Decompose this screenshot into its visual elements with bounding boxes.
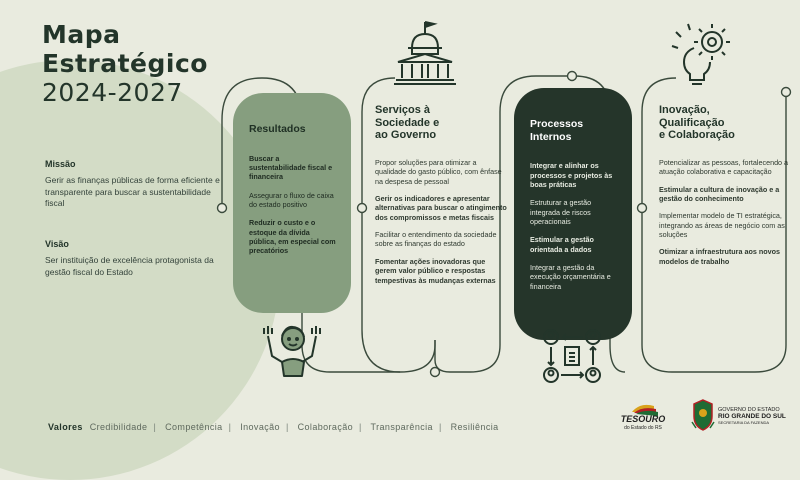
title-years: 2024-2027 xyxy=(42,78,183,107)
processos-title xyxy=(530,118,618,143)
gov-line-1: GOVERNO DO ESTADO xyxy=(718,407,780,413)
resultados-card xyxy=(233,93,351,313)
route-node xyxy=(568,72,577,81)
gears-lightbulb-icon xyxy=(668,22,740,86)
servicos-column xyxy=(375,104,507,293)
missao-label: Missão xyxy=(45,159,76,169)
inovacao-column xyxy=(659,104,791,274)
separator: | xyxy=(153,422,157,432)
process-flow-icon xyxy=(541,327,605,385)
resultados-item: Reduzir o custo e o estoque da dívida pública, em especial com precatórios xyxy=(249,218,336,256)
title-line-1: Mapa xyxy=(42,20,121,49)
route-node xyxy=(358,204,367,213)
missao-text: Gerir as finanças públicas de forma eficiente e transparente para buscar a sustentabilidade fiscal xyxy=(45,175,220,209)
servicos-item: Gerir os indicadores e apresentar alternativas para buscar o atingimento dos compromissos e metas fiscais xyxy=(375,194,507,222)
separator: | xyxy=(285,422,289,432)
servicos-item: Fomentar ações inovadoras que gerem valor público e respostas tempestivas às mudanças externas xyxy=(375,256,496,285)
processos-card xyxy=(514,88,632,340)
separator: | xyxy=(359,422,362,432)
inovacao-item: Potencializar as pessoas, fortalecendo a atuação colaborativa e capacitação xyxy=(659,157,789,177)
servicos-item: Propor soluções para otimizar a qualidade do gasto público, com ênfase na despesa de pessoal xyxy=(375,157,502,186)
title-line-2: Estratégico xyxy=(42,49,208,78)
servicos-item: Facilitar o entendimento da sociedade sobre as finanças do estado xyxy=(375,230,497,249)
processos-title-line: Internos xyxy=(530,130,572,143)
processos-item: Integrar e alinhar os processos e projetos às boas práticas xyxy=(530,161,613,189)
page-title xyxy=(42,22,208,105)
processos-item: Estruturar a gestão integrada de riscos operacionais xyxy=(530,198,592,226)
coat-of-arms-icon xyxy=(690,398,716,432)
resultados-item: Assegurar o fluxo de caixa do estado positivo xyxy=(249,190,334,210)
processos-title-line: Processos xyxy=(530,118,584,130)
valores-bar xyxy=(48,422,499,432)
processos-item: Estimular a gestão orientada a dados xyxy=(530,235,594,254)
resultados-title: Resultados xyxy=(249,123,306,135)
valores-label: Valores xyxy=(48,422,83,432)
valor-item: Colaboração xyxy=(297,422,354,432)
inovacao-title-line: e Colaboração xyxy=(659,129,735,142)
route-node xyxy=(782,88,791,97)
governo-text xyxy=(718,407,786,425)
valor-item: Competência xyxy=(165,422,223,432)
governo-logo xyxy=(690,398,790,434)
separator: | xyxy=(438,422,442,432)
person-celebrating-icon xyxy=(262,322,326,380)
gov-line-2: RIO GRANDE DO SUL xyxy=(718,413,786,421)
resultados-item: Buscar a sustentabilidade fiscal e financeira xyxy=(249,153,333,182)
processos-item: Integrar a gestão da execução orçamentária e financeira xyxy=(530,263,611,291)
inovacao-item: Otimizar a infraestrutura aos novos modelos de trabalho xyxy=(659,247,781,266)
visao-text: Ser instituição de excelência protagonista da gestão fiscal do Estado xyxy=(45,255,214,277)
building-dome-icon xyxy=(392,20,458,86)
valor-item: Credibilidade xyxy=(89,422,148,432)
servicos-title xyxy=(375,104,507,142)
valor-item: Transparência xyxy=(370,422,433,432)
inovacao-title-line: Inovação, xyxy=(659,104,710,116)
tesouro-sub: do Estado do RS xyxy=(624,425,662,431)
route-node xyxy=(431,368,440,377)
tesouro-logo xyxy=(618,400,664,436)
tesouro-name: TESOURO xyxy=(620,414,666,424)
servicos-title-line: ao Governo xyxy=(375,129,437,142)
separator: | xyxy=(228,422,232,432)
inovacao-item: Implementar modelo de TI estratégica, integrando as áreas de negócio com as soluções xyxy=(659,211,785,240)
visao-label: Visão xyxy=(45,239,69,249)
inovacao-title-line: Qualificação xyxy=(659,116,725,129)
inovacao-item: Estimular a cultura de inovação e a gestão do conhecimento xyxy=(659,184,780,203)
valor-item: Inovação xyxy=(240,422,280,432)
servicos-title-line: Serviços à xyxy=(375,104,431,116)
inovacao-title xyxy=(659,104,791,142)
missao-block xyxy=(45,158,230,210)
valor-item: Resiliência xyxy=(450,422,499,432)
servicos-title-line: Sociedade e xyxy=(375,116,440,129)
route-node xyxy=(638,204,647,213)
gov-line-3: SECRETARIA DA FAZENDA xyxy=(718,419,770,425)
visao-block xyxy=(45,238,230,278)
